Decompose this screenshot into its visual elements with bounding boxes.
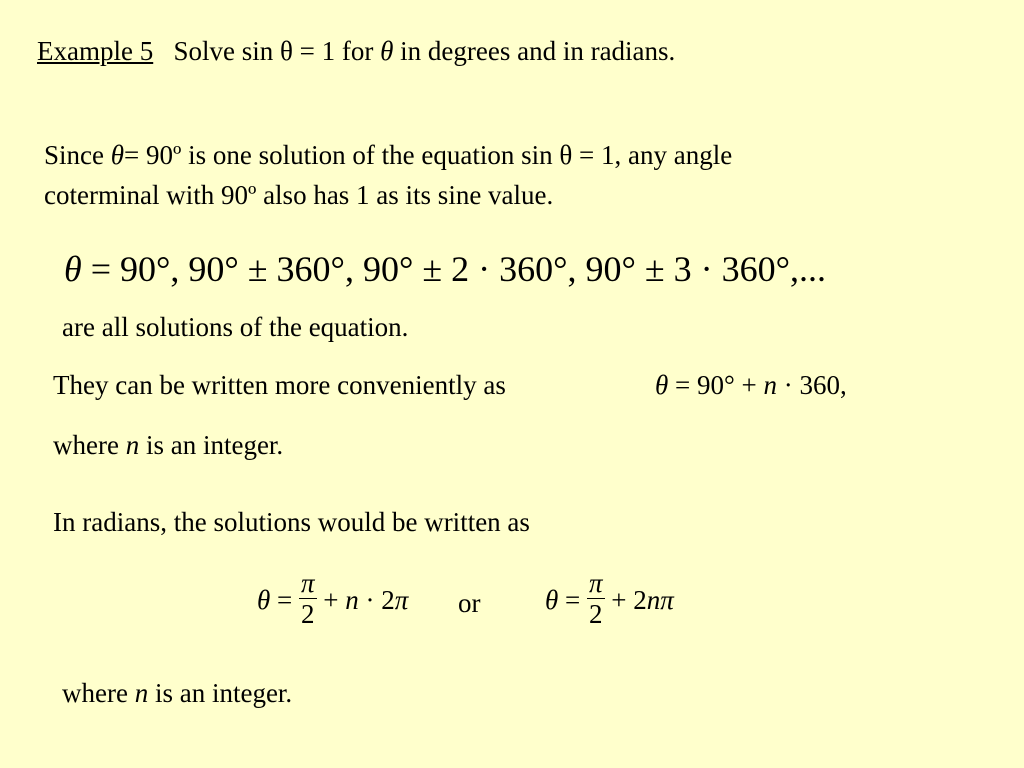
where-word: where [62, 678, 128, 708]
or-label: or [458, 588, 481, 618]
formula-part-b: · 360, [783, 370, 847, 400]
formula-part-a: = 90° + [675, 370, 757, 400]
theta-symbol: θ [380, 36, 394, 66]
degree-solutions-list: = 90°, 90° ± 360°, 90° ± 2 · 360°, 90° ± 3 · 360°,... [90, 249, 827, 289]
radian-formula-1 [257, 570, 408, 631]
fraction-denominator: 2 [589, 599, 603, 629]
fraction-denominator: 2 [301, 599, 315, 629]
problem-text-a: Solve sin θ = 1 for [173, 36, 374, 66]
n-variable: n [125, 430, 140, 460]
since-equation-text: = 90º is one solution of the equation sin θ = 1, any angle [124, 140, 733, 170]
plus-two: + 2 [611, 585, 647, 615]
fraction-numerator: π [589, 568, 603, 598]
theta-symbol: θ [545, 585, 559, 615]
dot-two: · 2 [365, 585, 395, 615]
theta-symbol: θ [110, 140, 125, 170]
integer-text: is an integer. [154, 678, 293, 708]
degree-solutions-equation [64, 248, 826, 290]
example-label: Example 5 [37, 36, 154, 66]
n-variable: n [345, 585, 359, 615]
n-variable: n [763, 370, 778, 400]
paragraph-where-integer-2 [62, 678, 292, 709]
plus-sign: + [323, 585, 339, 615]
n-variable: n [646, 585, 661, 615]
pi-over-two-fraction [587, 568, 605, 629]
integer-text: is an integer. [145, 430, 284, 460]
paragraph-since-line1 [44, 140, 732, 171]
pi-symbol: π [660, 585, 674, 615]
equals-sign: = [277, 585, 293, 615]
general-degree-formula [655, 370, 847, 401]
radian-formula-2 [545, 570, 674, 631]
paragraph-where-integer-1 [53, 430, 283, 461]
theta-symbol: θ [257, 585, 271, 615]
since-word: Since [44, 140, 104, 170]
equals-sign: = [565, 585, 581, 615]
pi-symbol: π [394, 585, 409, 615]
problem-text-b: in degrees and in radians. [400, 36, 676, 66]
paragraph-since-line2: coterminal with 90º also has 1 as its sine value. [44, 180, 554, 210]
n-variable: n [134, 678, 149, 708]
theta-symbol: θ [64, 249, 82, 289]
theta-symbol: θ [655, 370, 669, 400]
where-word: where [53, 430, 119, 460]
conveniently-text: They can be written more conveniently as [53, 370, 506, 400]
paragraph-conveniently [53, 370, 506, 401]
paragraph-radians: In radians, the solutions would be written as [53, 507, 530, 537]
paragraph-all-solutions: are all solutions of the equation. [62, 312, 409, 342]
example-heading [37, 36, 675, 67]
fraction-numerator: π [301, 568, 315, 598]
pi-over-two-fraction [299, 568, 317, 629]
